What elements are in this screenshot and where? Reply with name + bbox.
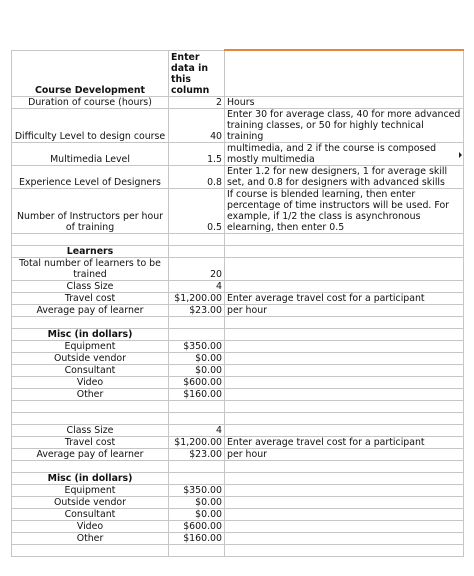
header-note-cell[interactable] — [225, 50, 464, 96]
section-title[interactable]: Misc (in dollars) — [12, 472, 169, 484]
row-label[interactable]: Other — [12, 532, 169, 544]
row-note[interactable]: Hours — [225, 96, 464, 108]
row-label[interactable]: Outside vendor — [12, 496, 169, 508]
empty-cell[interactable] — [225, 400, 464, 412]
row-value[interactable]: 0.8 — [169, 165, 225, 188]
empty-row — [12, 316, 464, 328]
row-label[interactable]: Consultant — [12, 364, 169, 376]
row-label[interactable]: Duration of course (hours) — [12, 96, 169, 108]
row-note[interactable]: If course is blended learning, then enter percentage of time instructors will be used. For example, if 1/2 the class is asynchronous elearning, then enter 0.5 — [225, 188, 464, 233]
row-value[interactable]: $0.00 — [169, 496, 225, 508]
empty-cell[interactable] — [225, 233, 464, 245]
empty-cell[interactable] — [169, 328, 225, 340]
empty-cell[interactable] — [12, 316, 169, 328]
table-row — [12, 108, 464, 142]
table-row — [12, 340, 464, 352]
row-value[interactable]: 2 — [169, 96, 225, 108]
row-value[interactable]: 4 — [169, 280, 225, 292]
row-value[interactable]: $1,200.00 — [169, 436, 225, 448]
row-note[interactable]: per hour — [225, 448, 464, 460]
table-row — [12, 496, 464, 508]
row-label[interactable]: Video — [12, 520, 169, 532]
empty-cell[interactable] — [225, 508, 464, 520]
row-label[interactable]: Class Size — [12, 280, 169, 292]
empty-cell[interactable] — [225, 388, 464, 400]
table-row — [12, 165, 464, 188]
table-row — [12, 96, 464, 108]
row-value[interactable]: $0.00 — [169, 352, 225, 364]
row-label[interactable]: Average pay of learner — [12, 448, 169, 460]
row-value[interactable]: $23.00 — [169, 448, 225, 460]
empty-cell[interactable] — [169, 460, 225, 472]
course-cost-sheet — [11, 49, 464, 557]
empty-cell[interactable] — [225, 352, 464, 364]
row-label[interactable]: Number of Instructors per hour of training — [12, 188, 169, 233]
empty-cell[interactable] — [169, 472, 225, 484]
row-value[interactable]: $350.00 — [169, 340, 225, 352]
table-row — [12, 364, 464, 376]
empty-cell[interactable] — [169, 412, 225, 424]
empty-cell[interactable] — [225, 520, 464, 532]
row-label[interactable]: Video — [12, 376, 169, 388]
row-note[interactable]: Enter 1.2 for new designers, 1 for average skill set, and 0.8 for designers with advanced skills — [225, 165, 464, 188]
table-row — [12, 376, 464, 388]
table-row — [12, 424, 464, 436]
section-title-row — [12, 472, 464, 484]
row-label[interactable]: Equipment — [12, 484, 169, 496]
table-row — [12, 142, 464, 165]
row-value[interactable]: 20 — [169, 257, 225, 280]
empty-cell[interactable] — [225, 376, 464, 388]
header-row — [12, 50, 464, 96]
table-row — [12, 188, 464, 233]
empty-cell[interactable] — [169, 233, 225, 245]
row-label[interactable]: Travel cost — [12, 292, 169, 304]
row-value[interactable]: $600.00 — [169, 376, 225, 388]
empty-cell[interactable] — [225, 340, 464, 352]
row-value[interactable]: $1,200.00 — [169, 292, 225, 304]
empty-cell[interactable] — [225, 412, 464, 424]
empty-cell[interactable] — [169, 544, 225, 556]
empty-cell[interactable] — [169, 316, 225, 328]
empty-row — [12, 544, 464, 556]
empty-cell[interactable] — [12, 400, 169, 412]
row-note[interactable] — [225, 424, 464, 436]
empty-cell[interactable] — [225, 364, 464, 376]
empty-row — [12, 412, 464, 424]
empty-row — [12, 460, 464, 472]
table-row — [12, 352, 464, 364]
row-label[interactable]: Difficulty Level to design course — [12, 108, 169, 142]
row-value[interactable]: 0.5 — [169, 188, 225, 233]
row-value[interactable]: $0.00 — [169, 364, 225, 376]
row-label[interactable]: Average pay of learner — [12, 304, 169, 316]
table-row — [12, 280, 464, 292]
row-value[interactable]: $350.00 — [169, 484, 225, 496]
row-label[interactable]: Travel cost — [12, 436, 169, 448]
empty-cell[interactable] — [225, 532, 464, 544]
table-row — [12, 292, 464, 304]
row-label[interactable]: Class Size — [12, 424, 169, 436]
row-note[interactable] — [225, 280, 464, 292]
row-value[interactable]: 4 — [169, 424, 225, 436]
header-entry-cell[interactable]: Enter data in this column — [169, 50, 225, 96]
row-value[interactable]: 40 — [169, 108, 225, 142]
section-title-row — [12, 328, 464, 340]
row-value[interactable]: $0.00 — [169, 508, 225, 520]
row-value[interactable]: $23.00 — [169, 304, 225, 316]
section-title[interactable]: Misc (in dollars) — [12, 328, 169, 340]
row-label[interactable]: Outside vendor — [12, 352, 169, 364]
empty-cell[interactable] — [169, 400, 225, 412]
table-row — [12, 532, 464, 544]
row-label[interactable]: Experience Level of Designers — [12, 165, 169, 188]
header-label-cell[interactable]: Course Development — [12, 50, 169, 96]
empty-cell[interactable] — [12, 412, 169, 424]
table-row — [12, 448, 464, 460]
empty-cell[interactable] — [225, 316, 464, 328]
row-note[interactable]: per hour — [225, 304, 464, 316]
empty-cell[interactable] — [225, 496, 464, 508]
section-title-row — [12, 245, 464, 257]
row-note[interactable]: Enter average travel cost for a participant — [225, 436, 464, 448]
empty-cell[interactable] — [225, 484, 464, 496]
empty-row — [12, 233, 464, 245]
row-note[interactable] — [225, 142, 464, 165]
table-row — [12, 304, 464, 316]
table-row — [12, 257, 464, 280]
overflow-arrow-icon — [459, 152, 462, 158]
row-label[interactable]: Total number of learners to be trained — [12, 257, 169, 280]
empty-cell[interactable] — [225, 328, 464, 340]
table-row — [12, 520, 464, 532]
row-note-text: multimedia, and 2 if the course is composed mostly multimedia — [227, 142, 437, 165]
table-row — [12, 388, 464, 400]
empty-cell[interactable] — [225, 460, 464, 472]
table-row — [12, 484, 464, 496]
row-value[interactable]: $600.00 — [169, 520, 225, 532]
empty-cell[interactable] — [12, 233, 169, 245]
row-label[interactable]: Equipment — [12, 340, 169, 352]
empty-cell[interactable] — [12, 460, 169, 472]
row-note[interactable]: Enter 30 for average class, 40 for more advanced training classes, or 50 for highly technical training — [225, 108, 464, 142]
row-note[interactable] — [225, 257, 464, 280]
row-value[interactable]: 1.5 — [169, 142, 225, 165]
row-value[interactable]: $160.00 — [169, 532, 225, 544]
row-value[interactable]: $160.00 — [169, 388, 225, 400]
table-row — [12, 508, 464, 520]
empty-cell[interactable] — [12, 544, 169, 556]
row-label[interactable]: Other — [12, 388, 169, 400]
section-title[interactable]: Learners — [12, 245, 169, 257]
row-note[interactable]: Enter average travel cost for a participant — [225, 292, 464, 304]
row-label[interactable]: Consultant — [12, 508, 169, 520]
empty-cell[interactable] — [225, 544, 464, 556]
row-label[interactable]: Multimedia Level — [12, 142, 169, 165]
empty-cell[interactable] — [169, 245, 225, 257]
empty-row — [12, 400, 464, 412]
empty-cell[interactable] — [225, 245, 464, 257]
empty-cell[interactable] — [225, 472, 464, 484]
table-row — [12, 436, 464, 448]
